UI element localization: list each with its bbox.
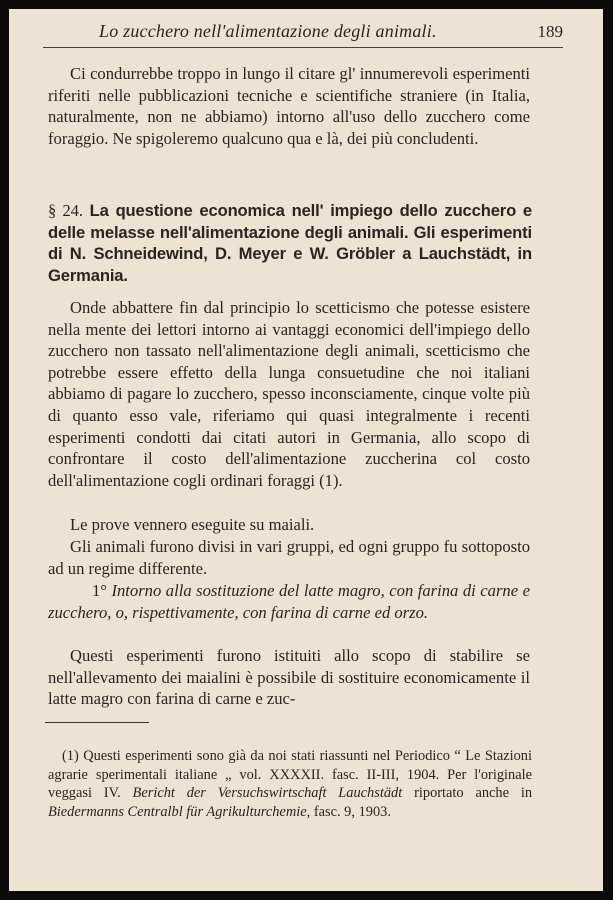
footnote-italic-1: Bericht der Versuchswirtschaft Lauchstädt	[132, 785, 403, 802]
page-number: 189	[537, 22, 563, 41]
footnote-part-2: riportato anche in	[414, 785, 533, 802]
intro-paragraph: Ci condurrebbe troppo in lungo il citare gl' innumerevoli esperimenti riferiti nelle pubblicazioni tecniche e scientifiche straniere (in Italia, naturalmente, non ne abbiamo) intorno all'uso dello zucchero come foraggio. Ne spigoleremo qualcuno qua e là, dei più concludenti.	[48, 64, 530, 148]
item-1-heading	[48, 580, 530, 623]
prove-paragraph: Le prove vennero eseguite su maiali.	[70, 515, 315, 534]
running-title: Lo zucchero nell'alimentazione degli animali.	[99, 21, 437, 41]
item-1-label: 1°	[92, 581, 107, 600]
item-1-title: Intorno alla sostituzione del latte magro, con farina di carne e zucchero, o, rispettivamente, con farina di carne ed orzo.	[48, 581, 530, 622]
footnote-part-3: fasc. 9, 1903.	[313, 803, 391, 820]
footnote-part-1: (1) Questi esperimenti sono già da noi stati riassunti nel Periodico “ Le Stazioni agrarie sperimentali italiane „ vol. XXXXII. fasc. II-III, 1904. Per l'originale veggasi IV.	[48, 748, 532, 802]
section-heading	[48, 200, 532, 286]
footnote-italic-2: Biedermanns Centralbl für Agrikulturchemie,	[48, 803, 311, 820]
footnote	[48, 747, 532, 821]
animali-paragraph: Gli animali furono divisi in vari gruppi, ed ogni gruppo fu sottoposto ad un regime differente.	[48, 537, 530, 578]
book-page	[9, 9, 603, 891]
section-number: § 24.	[48, 201, 83, 220]
page-header	[43, 21, 563, 48]
questi-paragraph: Questi esperimenti furono istituiti allo scopo di stabilire se nell'allevamento dei maialini è possibile di sostituire economicamente il latte magro con farina di carne e zuc-	[48, 646, 530, 709]
onde-paragraph: Onde abbattere fin dal principio lo scetticismo che potesse esistere nella mente dei lettori intorno ai vantaggi economici dell'impiego dello zucchero non tassato nell'alimentazione degli animali, scetticismo che potrebbe essere effetto della lunga consuetudine che noi italiani abbiamo di pagare lo zucchero, spesso inconsciamente, cinque volte più di quanto esso vale, riferiamo qui quasi integralmente i recenti esperimenti condotti dai citati autori in Germania, allo scopo di confrontare il costo dell'alimentazione zuccherina col costo dell'alimentazione cogli ordinari foraggi (1).	[48, 298, 530, 490]
section-title: La questione economica nell' impiego dello zucchero e delle melasse nell'alimentazione degli animali. Gli esperimenti di N. Schneidewind, D. Meyer e W. Gröbler a Lauchstädt, in Germania.	[48, 201, 532, 285]
footnote-divider	[45, 722, 149, 723]
